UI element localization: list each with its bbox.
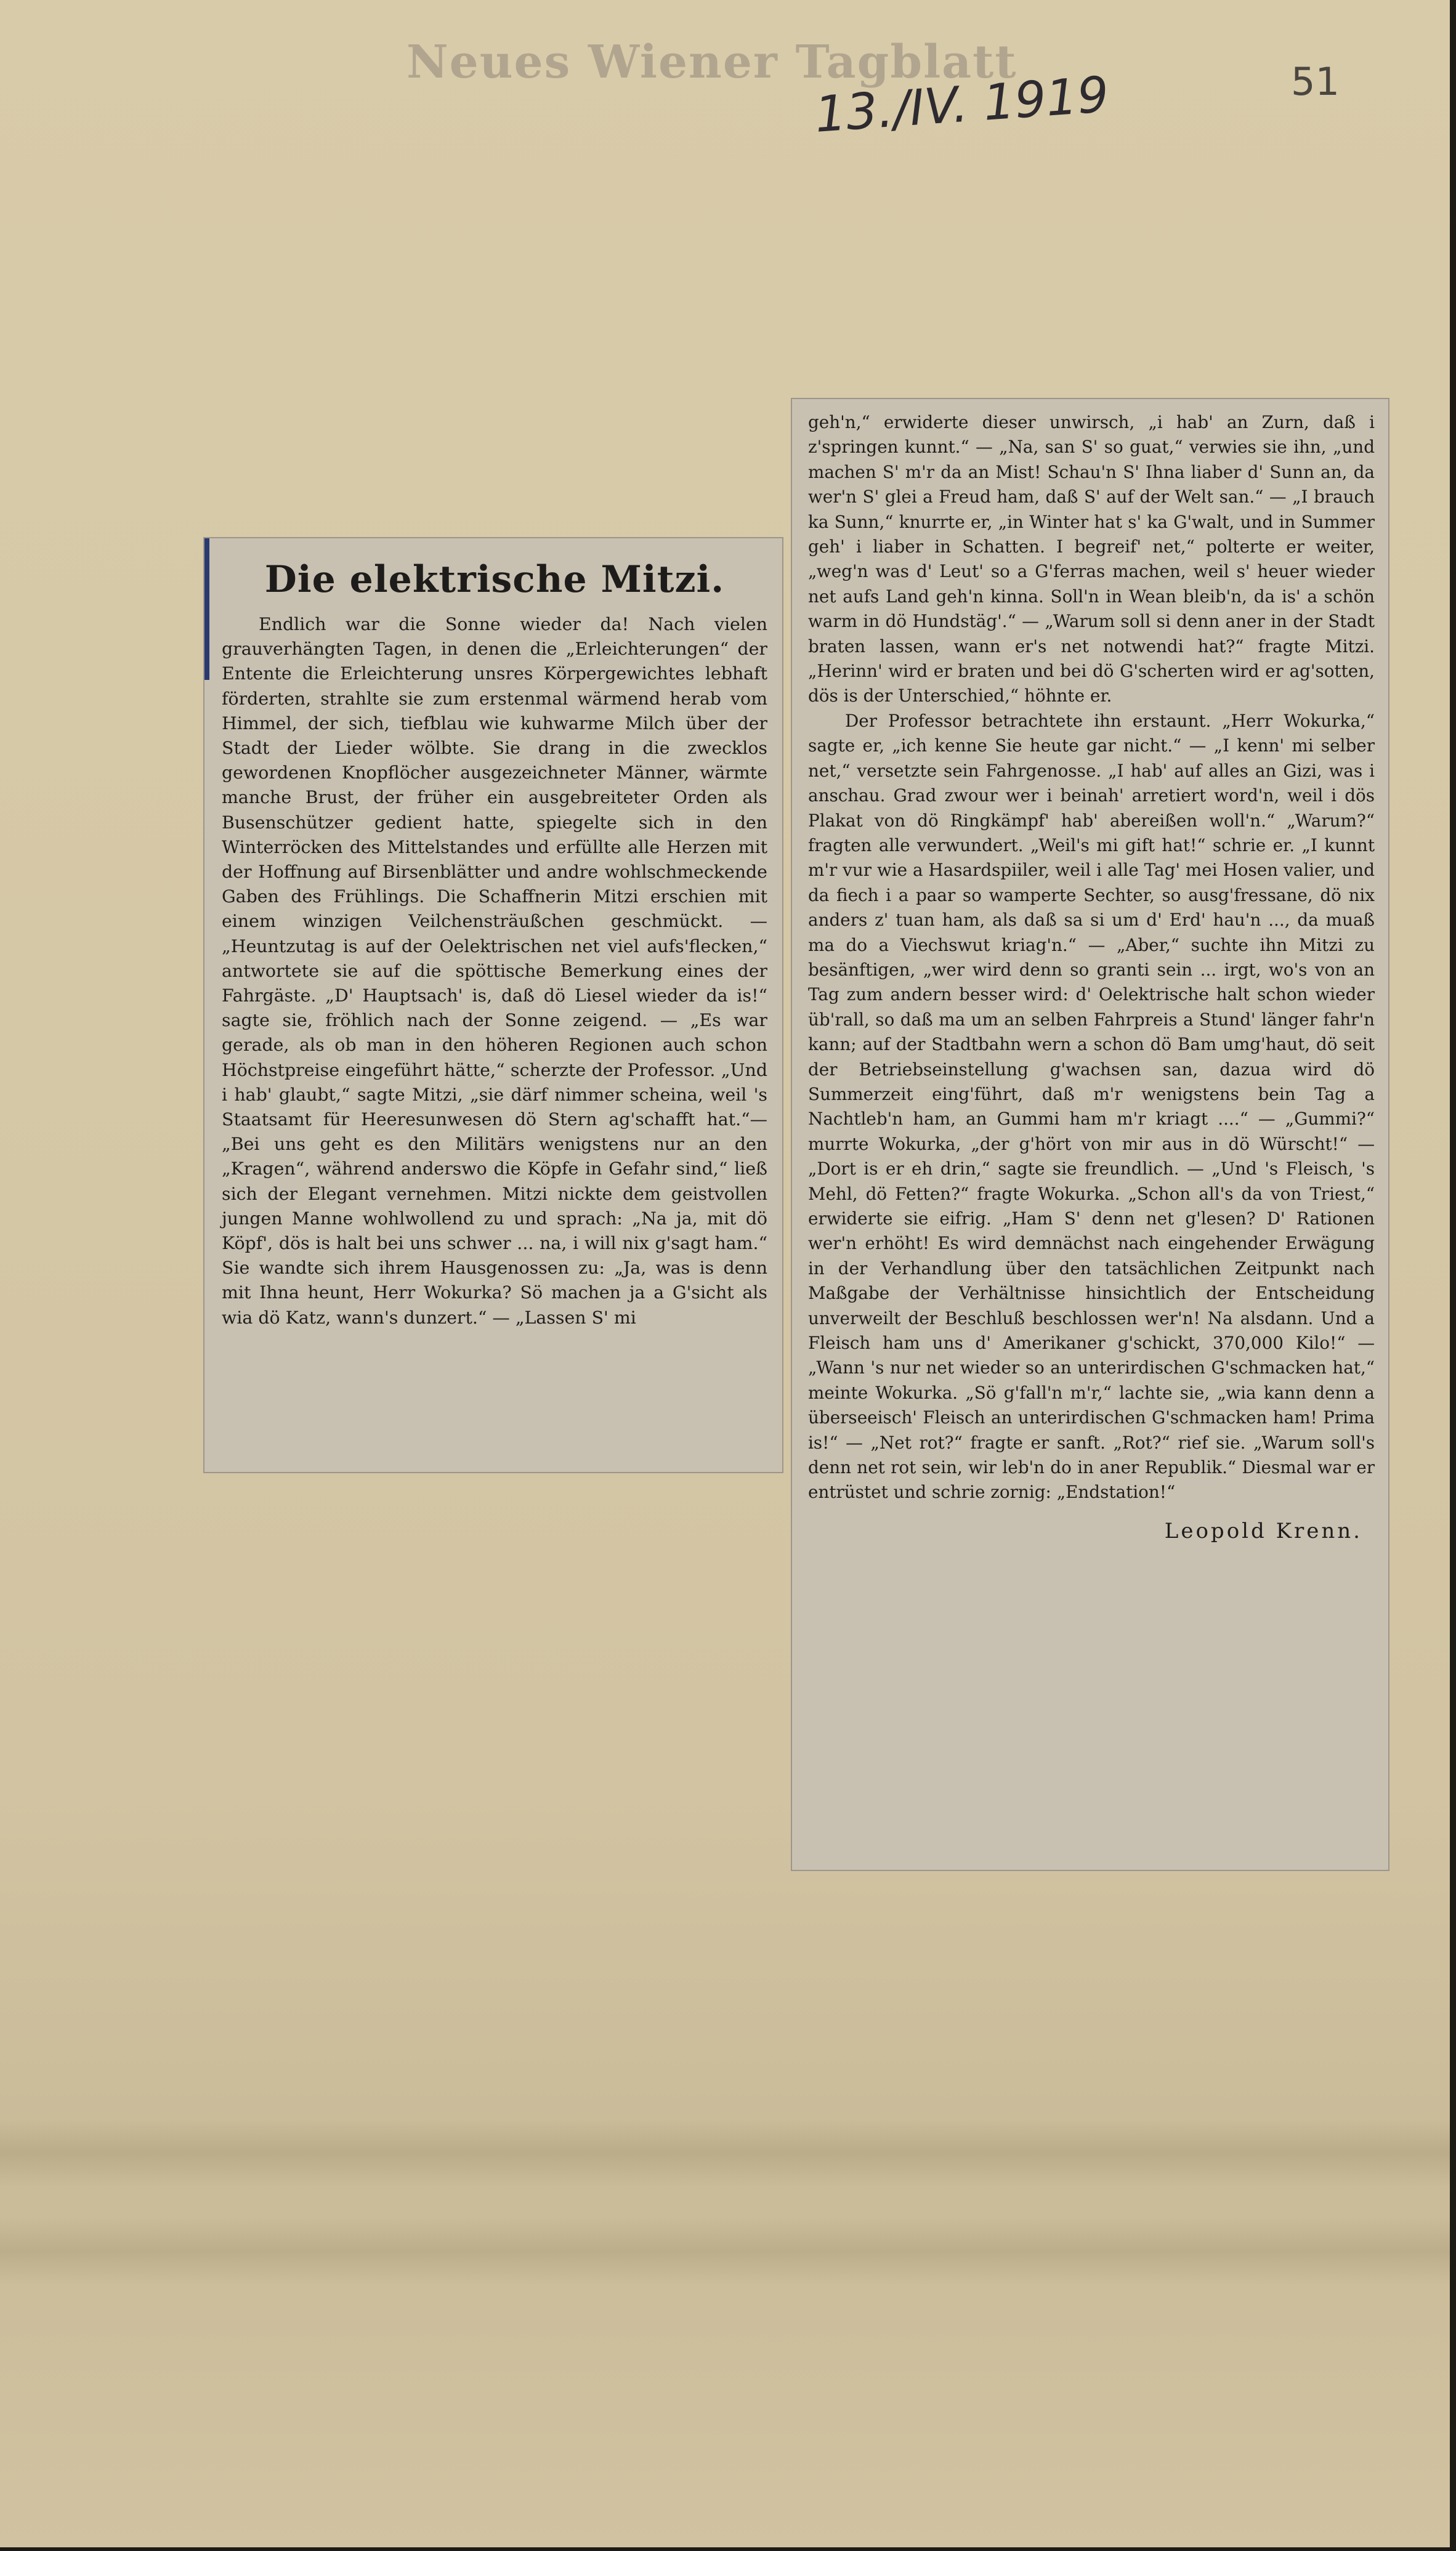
article-title: Die elektrische Mitzi.	[264, 558, 725, 601]
paper-fold	[0, 2119, 1450, 2186]
handwritten-date: 13./IV. 1919	[813, 65, 1111, 144]
article-text-right	[808, 410, 1375, 1505]
paragraph: Der Professor betrachtete ihn erstaunt. „Herr Wokurka,“ sagte er, „ich kenne Sie heute gar nicht.“ — „I kenn' mi selber net,“ versetzte sein Fahrgenosse. „I hab' auf alles an Gizi, was i anschau. Grad zwour wer i beinah' arretiert word'n, weil i dös Plakat von dö Ringkämpf' hab' abereißen woll'n.“ „Warum?“ fragten alle verwundert. „Weil's mi gift hat!“ schrie er. „I kunnt m'r vur wie a Hasardspiiler, weil i alle Tag' mei Hosen valier, und da fiech i a paar so wamperte Sechter, so ausg'fressane, dö nix anders z' tuan ham, als daß sa si um d' Erd' hau'n ..., da muaß ma do a Viechswut kriag'n.“ — „Aber,“ suchte ihn Mitzi zu besänftigen, „wer wird denn so granti sein ... irgt, wo's von an Tag zum andern besser wird: d' Oelektrische halt schon wieder üb'rall, so daß ma um an selben Fahrpreis a Stund' länger fahr'n kann; auf der Stadtbahn wern a schon dö Bam umg'haut, dö seit der Betriebseinstellung g'wachsen san, dazua wird dö Summerzeit eing'führt, daß m'r wenigstens bein Tag a Nachtleb'n ham, an Gummi ham m'r kriagt ....“ — „Gummi?“ murrte Wokurka, „der g'hört von mir aus in dö Würscht!“ — „Dort is er eh drin,“ sagte sie freundlich. — „Und 's Fleisch, 's Mehl, dö Fetten?“ fragte Wokurka. „Schon all's da von Triest,“ erwiderte sie eifrig. „Ham S' denn net g'lesen? D' Rationen wer'n erhöht! Es wird demnächst nach eingehender Erwägung in der Verhandlung über den tatsächlichen Zeitpunkt nach Maßgabe der Verhältnisse hinsichtlich der Entscheidung unverweilt der Beschluß beschlossen wer'n! Na alsdann. Und a Fleisch ham uns d' Amerikaner g'schickt, 370,000 Kilo!“ — „Wann 's nur net wieder so an unterirdischen G'schmacken hat,“ meinte Wokurka. „Sö g'fall'n m'r,“ lachte sie, „wia kann denn a überseeisch' Fleisch an unterirdischen G'schmacken ham! Prima is!“ — „Net rot?“ fragte er sanft. „Rot?“ rief sie. „Warum soll's denn net rot sein, wir leb'n do in aner Republik.“ Diesmal war er entrüstet und schrie zornig: „Endstation!“	[808, 710, 1375, 1503]
author-signature: Leopold Krenn.	[1164, 1518, 1362, 1543]
clipping-left-column	[203, 537, 783, 1473]
paragraph: geh'n,“ erwiderte dieser unwirsch, „i hab' an Zurn, daß i z'springen kunnt.“ — „Na, san S' so guat,“ verwies sie ihn, „und machen S' m'r da an Mist! Schau'n S' Ihna liaber d' Sunn an, da wer'n S' glei a Freud ham, daß S' auf der Welt san.“ — „I brauch ka Sunn,“ knurrte er, „in Winter hat s' ka G'walt, und in Summer geh' i liaber in Schatten. I begreif' net,“ polterte er weiter, „weg'n was d' Leut' so a G'ferras machen, weil s' heuer wieder net aufs Land geh'n kinna. Soll'n in Wean bleib'n, da is' a schön warm in dö Hundstäg'.“ — „Warum soll si denn aner in der Stadt braten lassen, wann er's net notwendi hat?“ fragte Mitzi. „Herinn' wird er braten und bei dö G'scherten wird er ag'sotten, dös is der Unterschied,“ höhnte er.	[808, 412, 1375, 706]
page-number: 51	[1291, 59, 1340, 104]
paragraph: Endlich war die Sonne wieder da! Nach vielen grauverhängten Tagen, in denen die „Erleichterungen“ der Entente die Erleichterung unsres Körpergewichtes lebhaft förderten, strahlte sie zum erstenmal wärmend herab vom Himmel, der sich, tiefblau wie kuhwarme Milch über der Stadt der Lieder wölbte. Sie drang in die zwecklos gewordenen Knopflöcher ausgezeichneter Männer, wärmte manche Brust, der früher ein ausgebreiteter Orden als Busenschützer gedient hatte, spiegelte sich in den Winterröcken des Mittelstandes und erfüllte alle Herzen mit der Hoffnung auf Birsenblätter und andre wohlschmeckende Gaben des Frühlings. Die Schaffnerin Mitzi erschien mit einem winzigen Veilchensträußchen geschmückt. — „Heuntzutag is auf der Oelektrischen net viel aufs'flecken,“ antwortete sie auf die spöttische Bemerkung eines der Fahrgäste. „D' Hauptsach' is, daß dö Liesel wieder da is!“ sagte sie, fröhlich nach der Sonne zeigend. — „Es war gerade, als ob man in den höheren Regionen auch schon Höchstpreise eingeführt hätte,“ scherzte der Professor. „Und i hab' glaubt,“ sagte Mitzi, „sie därf nimmer scheina, weil 's Staatsamt für Heeresunwesen dö Stern ag'schafft hat.“— „Bei uns geht es den Militärs wenigstens nur an den „Kragen“, während anderswo die Köpfe in Gefahr sind,“ ließ sich der Elegant vernehmen. Mitzi nickte dem geistvollen jungen Manne wohlwollend zu und sprach: „Na ja, mit dö Köpf', dös is halt bei uns schwer ... na, i will nix g'sagt ham.“ Sie wandte sich ihrem Hausgenossen zu: „Ja, was is denn mit Ihna heunt, Herr Wokurka? Sö machen ja a G'sicht als wia dö Katz, wann's dunzert.“ — „Lassen S' mi	[222, 614, 767, 1328]
article-text-left	[222, 612, 767, 1330]
paper-fold	[0, 2217, 1450, 2285]
clipping-right-column	[791, 398, 1389, 1871]
newspaper-stamp: Neues Wiener Tagblatt	[406, 36, 1017, 89]
